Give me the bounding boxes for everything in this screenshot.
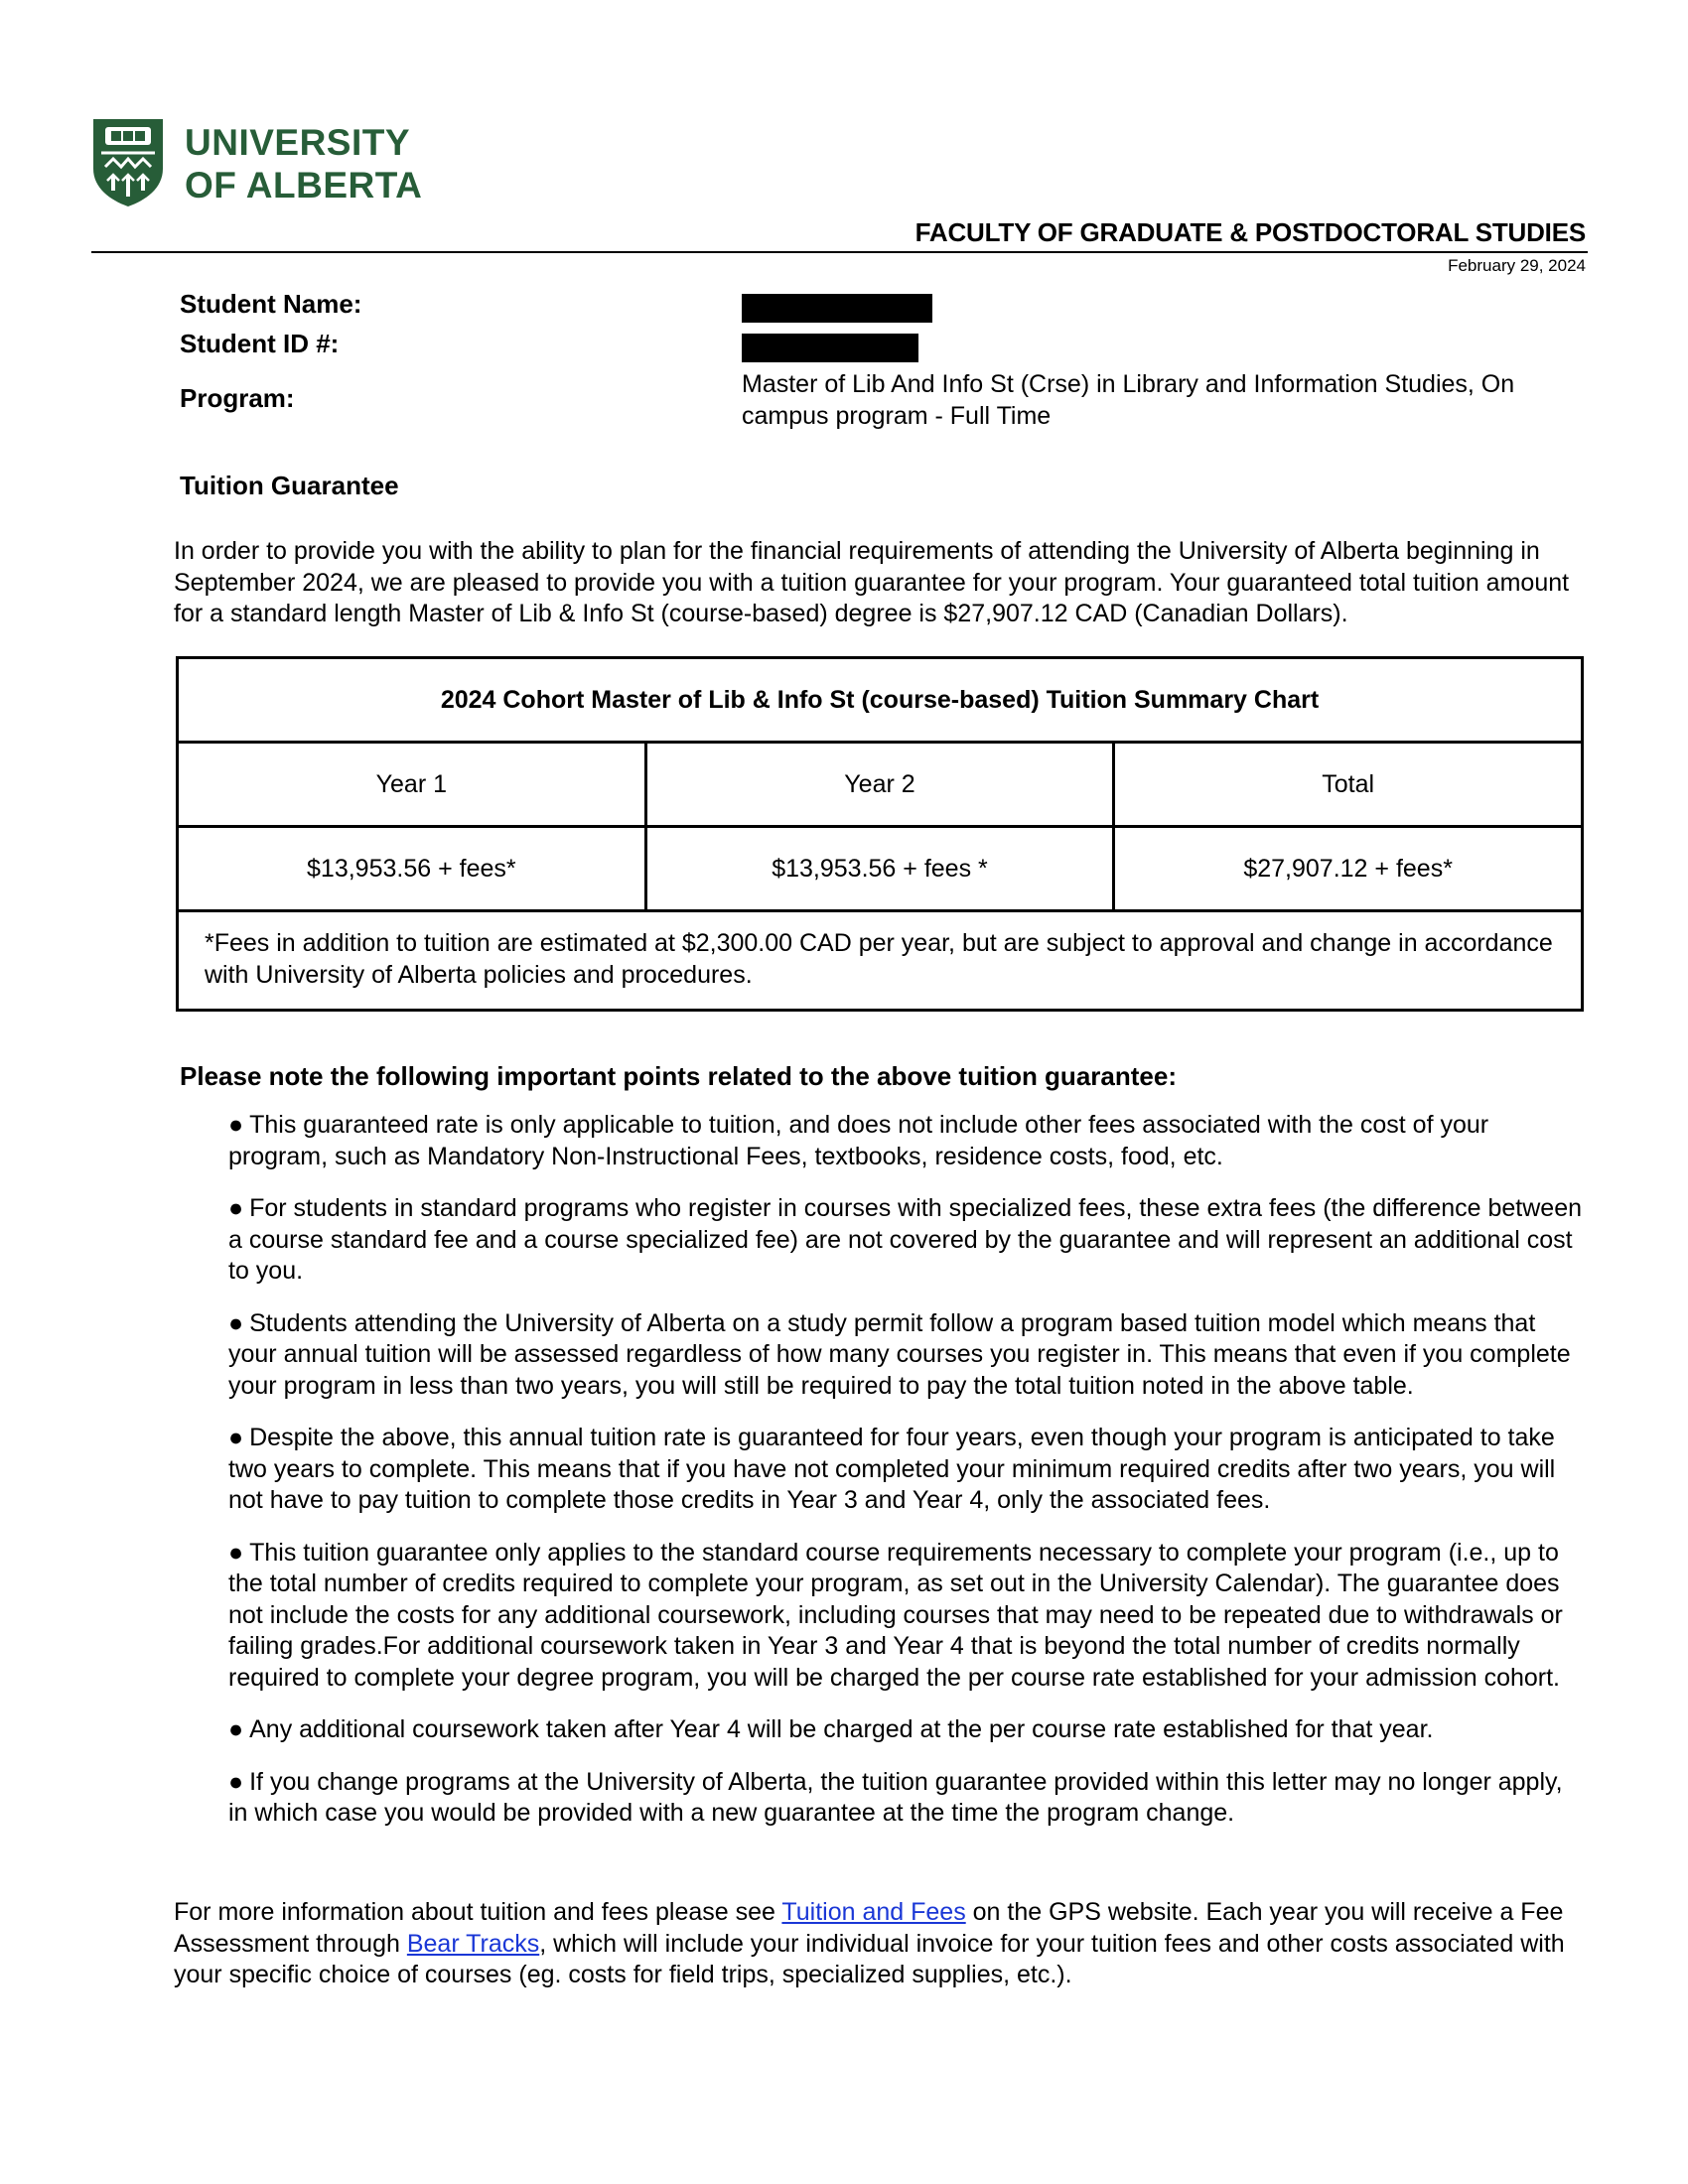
letter-date: February 29, 2024 [1448,256,1586,275]
table-amount-cell: $27,907.12 + fees* [1114,827,1583,911]
list-item [228,1193,1584,1288]
table-fees-note: *Fees in addition to tuition are estimated at $2,300.00 CAD per year, but are subject to approval and change in accordance with University of Alberta policies and procedures. [178,911,1583,1011]
list-item [228,1423,1584,1517]
student-id-label: Student ID #: [180,329,340,358]
crest-icon [91,117,165,208]
university-logo [91,117,429,208]
table-header-cell: Year 2 [645,743,1114,827]
list-item [228,1538,1584,1695]
list-item-text: This tuition guarantee only applies to the standard course requirements necessary to complete your program (i.e., up to the total number of credits required to complete your program, as set out in the University Calendar). The guarantee does not include the costs for any additional coursework, including courses that may need to be repeated due to withdrawals or failing grades.For additional coursework taken in Year 3 and Year 4 that is beyond the total number of credits normally required to complete your degree program, you will be charged the per course rate established for your admission cohort. [228,1538,1563,1692]
redacted-student-name [742,294,932,323]
footer-text: For more information about tuition and fees please see [174,1898,782,1926]
table-amount-cell: $13,953.56 + fees * [645,827,1114,911]
bullet-icon: ● [228,1715,244,1743]
logo-line-2: OF ALBERTA [185,165,423,205]
bullet-icon: ● [228,1538,244,1567]
bullet-icon: ● [228,1424,244,1451]
list-item-text: For students in standard programs who register in courses with specialized fees, these extra fees (the difference between a course standard fee and a course specialized fee) are not covered by the guarantee and will represent an additional cost to you. [228,1194,1583,1285]
footer-text: , which will include your individual invoice for your tuition fees and other costs associated with your specific choice of courses (eg. costs for field trips, specialized supplies, etc.). [174,1929,1565,1988]
bullet-icon: ● [228,1767,244,1796]
header-divider [91,251,1588,253]
list-item [228,1767,1584,1830]
footer-text: on the GPS website. Each year you will receive a Fee Assessment through [174,1898,1564,1958]
list-item [228,1308,1584,1403]
program-label: Program: [180,383,295,413]
logo-line-1: UNIVERSITY [185,122,411,163]
tuition-and-fees-link[interactable]: Tuition and Fees [781,1898,966,1926]
bear-tracks-link[interactable]: Bear Tracks [406,1929,540,1958]
list-item [228,1714,1584,1746]
list-item-text: Despite the above, this annual tuition rate is guaranteed for four years, even though your program is anticipated to take two years to complete. This means that if you have not completed your minimum required credits after two years, you will not have to pay tuition to complete those credits in Year 3 and Year 4, only the associated fees. [228,1424,1556,1514]
program-value: Master of Lib And Info St (Crse) in Library and Information Studies, On campus program - Full Time [742,370,1515,430]
redacted-student-id [742,334,918,362]
table-amount-cell: $13,953.56 + fees* [178,827,646,911]
list-item-text: Students attending the University of Alberta on a study permit follow a program based tuition model which means that your annual tuition will be assessed regardless of how many courses you register in. This means that even if you complete your program in less than two years, you will still be required to pay the total tuition noted in the above table. [228,1308,1571,1400]
faculty-title: FACULTY OF GRADUATE & POSTDOCTORAL STUDIES [914,217,1586,247]
list-item-text: If you change programs at the University of Alberta, the tuition guarantee provided within this letter may no longer apply, in which case you would be provided with a new guarantee at the time the program change. [228,1767,1563,1827]
list-item-text: This guaranteed rate is only applicable to tuition, and does not include other fees associated with the cost of your program, such as Mandatory Non-Instructional Fees, textbooks, residence costs, food, etc. [228,1111,1489,1170]
bullet-icon: ● [228,1111,244,1139]
table-title: 2024 Cohort Master of Lib & Info St (course-based) Tuition Summary Chart [178,658,1583,743]
bullet-icon: ● [228,1194,244,1222]
important-points-list [228,1110,1584,1850]
university-wordmark [185,121,422,206]
intro-paragraph: In order to provide you with the ability to plan for the financial requirements of attending the University of Alberta beginning in September 2024, we are pleased to provide you with a tuition guarantee for your program. Your guaranteed total tuition amount for a standard length Master of Lib & Info St (course-based) degree is $27,907.12 CAD (Canadian Dollars). [174,537,1570,627]
table-header-cell: Year 1 [178,743,646,827]
bullet-icon: ● [228,1308,244,1337]
student-name-label: Student Name: [180,289,362,319]
notes-heading: Please note the following important points related to the above tuition guarantee: [180,1061,1177,1091]
section-title: Tuition Guarantee [180,471,399,500]
tuition-summary-table [176,656,1584,1012]
list-item-text: Any additional coursework taken after Year 4 will be charged at the per course rate established for that year. [249,1715,1434,1743]
footer-paragraph [174,1897,1589,1991]
table-header-cell: Total [1114,743,1583,827]
list-item [228,1110,1584,1172]
